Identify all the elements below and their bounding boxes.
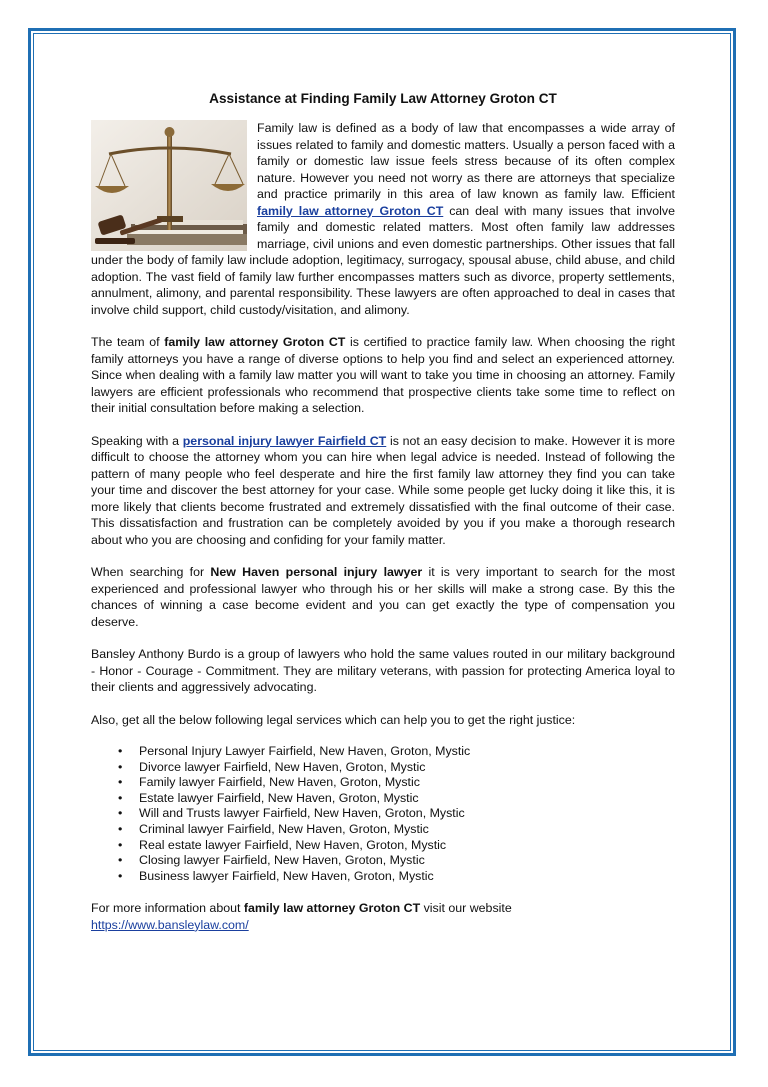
speaking-paragraph — [91, 433, 675, 549]
list-item: • Estate lawyer Fairfield, New Haven, Groton, Mystic — [139, 791, 675, 807]
searching-text-b: it is very important to search for the most experienced and professional lawyer who through his or her skills will make a strong case. By this the chances of winning a case become evident and you can get exactly the type of compensation you deserve. — [91, 565, 675, 629]
family-law-attorney-link[interactable]: family law attorney Groton CT — [257, 203, 444, 218]
services-intro: Also, get all the below following legal services which can help you to get the right justice: — [91, 712, 576, 727]
team-text-b: is certified to practice family law. When choosing the right family attorneys you have a range of diverse options to help you find and select an experienced attorney. Since when dealing with a family law matter you will want to take you time in choosing an attorney. Family lawyers are efficient professionals who recommend that prospective clients take some time to reflect on their initial consultation before making a selection. — [91, 335, 676, 415]
website-link[interactable]: https://www.bansleylaw.com/ — [91, 917, 249, 932]
searching-paragraph — [91, 564, 675, 630]
document-body — [91, 90, 675, 933]
scales-of-justice-image — [91, 120, 247, 251]
closing-text-b: visit our website — [420, 901, 512, 916]
team-text-a: The team of — [91, 335, 165, 349]
scales-gavel-illustration — [91, 120, 247, 251]
searching-text-a: When searching for — [91, 565, 211, 579]
page-title: Assistance at Finding Family Law Attorney Groton CT — [209, 91, 557, 106]
closing-bold-term: family law attorney Groton CT — [243, 901, 421, 916]
closing-text-a: For more information about — [91, 901, 244, 916]
list-item: • Real estate lawyer Fairfield, New Haven, Groton, Mystic — [139, 838, 675, 854]
searching-bold-term: New Haven personal injury lawyer — [210, 565, 423, 579]
closing-paragraph — [91, 900, 675, 933]
list-item: • Family lawyer Fairfield, New Haven, Groton, Mystic — [139, 775, 675, 791]
list-item: • Personal Injury Lawyer Fairfield, New Haven, Groton, Mystic — [139, 744, 675, 760]
speaking-text-a: Speaking with a — [91, 433, 183, 448]
list-item: • Closing lawyer Fairfield, New Haven, Groton, Mystic — [139, 853, 675, 869]
list-item: • Divorce lawyer Fairfield, New Haven, Groton, Mystic — [139, 760, 675, 776]
speaking-text-b: is not an easy decision to make. However it is more difficult to choose the attorney whom you can hire when legal advice is needed. Instead of following the pattern of many people who feel desperate and hire the first family law attorney they find you can take your time and discover the best attorney for your case. While some people get lucky doing it like this, it is more likely that clients become frustrated and extremely dissatisfied with the final outcome of their case. This dissatisfaction and frustration can be completely avoided by you if you make a thorough research about who you are choosing and confiding for your family matter. — [91, 433, 676, 547]
list-item: • Criminal lawyer Fairfield, New Haven, Groton, Mystic — [139, 822, 675, 838]
team-paragraph — [91, 334, 675, 417]
list-item: • Will and Trusts lawyer Fairfield, New Haven, Groton, Mystic — [139, 806, 675, 822]
about-paragraph: Bansley Anthony Burdo is a group of lawyers who hold the same values routed in our military background - Honor - Courage - Commitment. They are military veterans, with passion for protecting America loyal to their clients and aggressively advocating. — [91, 647, 675, 694]
intro-paragraph — [91, 120, 675, 318]
services-list — [91, 744, 675, 884]
team-bold-term: family law attorney Groton CT — [164, 335, 346, 349]
list-item: • Business lawyer Fairfield, New Haven, Groton, Mystic — [139, 869, 675, 885]
intro-text-a: Family law is defined as a body of law that encompasses a wide array of issues related to family and domestic matters. Usually a person faced with a family or domestic law issue feels stress because of its often complex nature. However you need not worry as there are attorneys that specialize and practice primarily in this area of law known as family law. Efficient — [257, 121, 675, 201]
intro-text-b: can deal with many issues that involve family and domestic related matters. Most often family law addresses marriage, civil unions and even domestic partnerships. Other issues that fall under the body of family law include adoption, legitimacy, surrogacy, spousal abuse, child abuse, and child adoption. The vast field of family law further encompasses matters such as divorce, property settlements, annulment, alimony, and parental responsibility. These lawyers are often approached to deal in cases that involve child support, child custody/visitation, and alimony. — [91, 203, 675, 317]
personal-injury-lawyer-link[interactable]: personal injury lawyer Fairfield CT — [182, 433, 387, 448]
